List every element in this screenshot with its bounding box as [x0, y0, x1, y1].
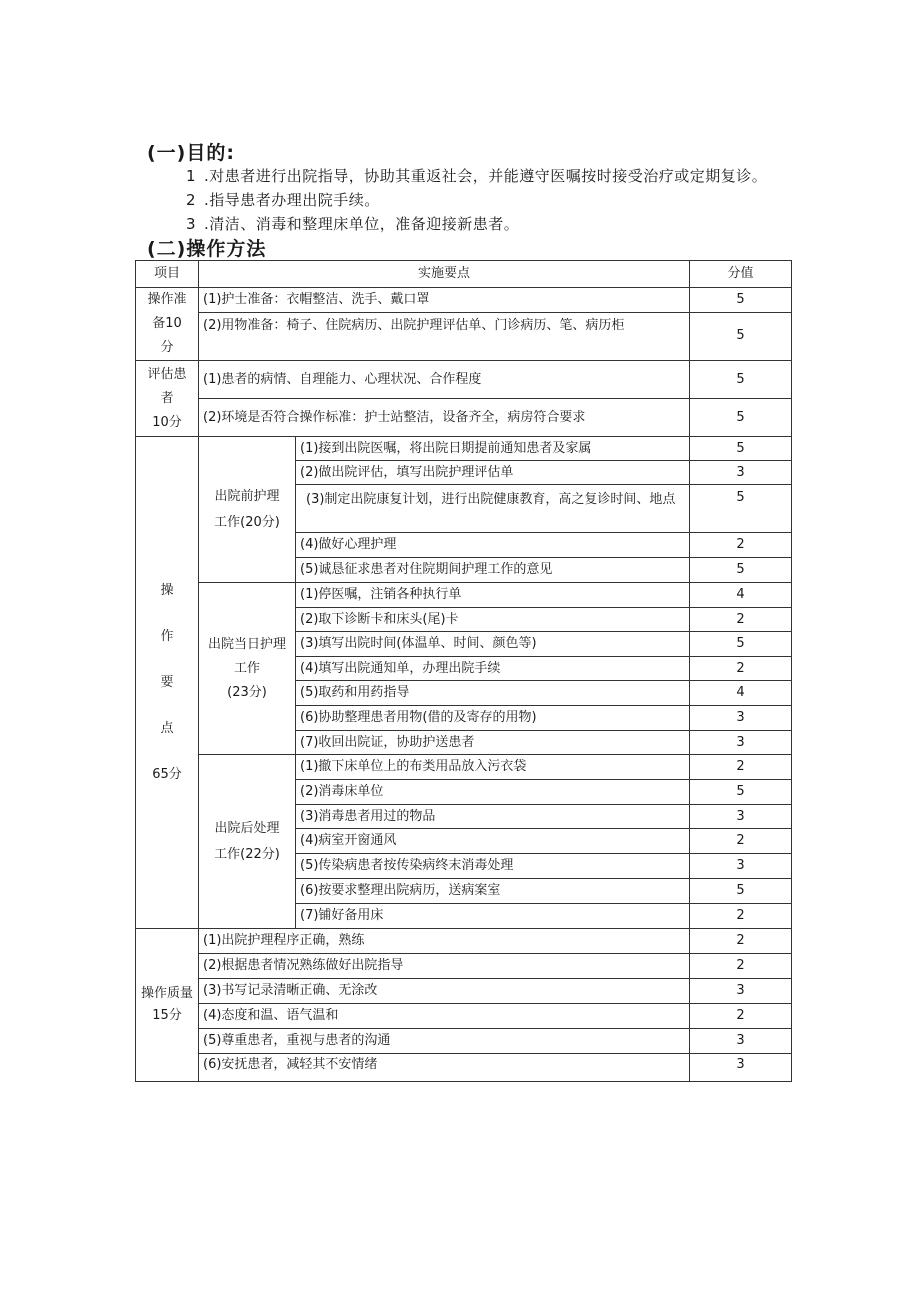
score-cell: 3 [690, 1054, 792, 1082]
score-cell: 2 [690, 904, 792, 929]
ops-point: (5)传染病患者按传染病终末消毒处理 [296, 854, 690, 879]
section1-title: (一)目的: [147, 142, 235, 164]
score-cell: 3 [690, 1029, 792, 1054]
ops-point: (3)填写出院时间(体温单、时间、颜色等) [296, 632, 690, 657]
score-cell: 3 [690, 461, 792, 485]
ops-point: (1)接到出院医嘱，将出院日期提前通知患者及家属 [296, 437, 690, 461]
table-row [136, 929, 792, 954]
header-item: 项目 [136, 261, 199, 288]
score-cell: 5 [690, 632, 792, 657]
score-cell: 4 [690, 681, 792, 706]
ops-point: (7)收回出院证，协助护送患者 [296, 731, 690, 755]
ops-point: (1)撤下床单位上的布类用品放入污衣袋 [296, 755, 690, 780]
goal-item: 1 .对患者进行出院指导，协助其重返社会，并能遵守医嘱按时接受治疗或定期复诊。 [186, 167, 768, 185]
ops-point: (6)协助整理患者用物(借的及寄存的用物) [296, 706, 690, 731]
ops-point: (4)填写出院通知单，办理出院手续 [296, 657, 690, 681]
score-cell: 5 [690, 437, 792, 461]
score-cell: 2 [690, 1004, 792, 1029]
table-row [136, 1054, 792, 1082]
goal-item: 2 .指导患者办理出院手续。 [186, 191, 380, 209]
table-row [136, 399, 792, 437]
score-cell: 5 [690, 485, 792, 533]
quality-point: (1)出院护理程序正确，熟练 [199, 929, 690, 954]
ops-group-label: 出院后处理 工作(22分) [199, 755, 296, 929]
score-cell: 3 [690, 731, 792, 755]
ops-point: (6)按要求整理出院病历，送病案室 [296, 879, 690, 904]
ops-group-label: 出院当日护理 工作 (23分) [199, 583, 296, 755]
table-row [136, 312, 792, 360]
table-row [136, 583, 792, 608]
score-cell: 5 [690, 879, 792, 904]
score-cell: 5 [690, 558, 792, 583]
quality-point: (6)安抚患者，减轻其不安情绪 [199, 1054, 690, 1082]
quality-point: (5)尊重患者，重视与患者的沟通 [199, 1029, 690, 1054]
section2-title: (二)操作方法 [147, 238, 267, 260]
header-score: 分值 [690, 261, 792, 288]
table-row [136, 1004, 792, 1029]
prep-label: 操作准 备10 分 [136, 288, 199, 361]
assess-point: (1)患者的病情、自理能力、心理状况、合作程度 [199, 361, 690, 399]
score-cell: 5 [690, 361, 792, 399]
score-cell: 5 [690, 288, 792, 313]
score-cell: 3 [690, 854, 792, 879]
ops-point: (4)做好心理护理 [296, 533, 690, 558]
header-points: 实施要点 [199, 261, 690, 288]
score-cell: 2 [690, 608, 792, 632]
ops-point: (2)做出院评估，填写出院护理评估单 [296, 461, 690, 485]
ops-point: (2)取下诊断卡和床头(尾)卡 [296, 608, 690, 632]
score-cell: 3 [690, 979, 792, 1004]
goal-item: 3 .清洁、消毒和整理床单位，准备迎接新患者。 [186, 215, 520, 233]
ops-point: (7)铺好备用床 [296, 904, 690, 929]
ops-point: (3)消毒患者用过的物品 [296, 805, 690, 829]
score-cell: 3 [690, 805, 792, 829]
quality-point: (2)根据患者情况熟练做好出院指导 [199, 954, 690, 979]
score-cell: 2 [690, 829, 792, 854]
ops-group-label: 出院前护理 工作(20分) [199, 437, 296, 583]
score-cell: 4 [690, 583, 792, 608]
ops-point: (4)病室开窗通风 [296, 829, 690, 854]
table-row [136, 1029, 792, 1054]
table-row [136, 755, 792, 780]
ops-point: (2)消毒床单位 [296, 780, 690, 805]
ops-point: (1)停医嘱，注销各种执行单 [296, 583, 690, 608]
table-row [136, 437, 792, 461]
score-cell: 5 [690, 399, 792, 437]
score-cell: 2 [690, 929, 792, 954]
quality-label: 操作质量 15分 [136, 929, 199, 1082]
table-row [136, 361, 792, 399]
table-row [136, 954, 792, 979]
table-row [136, 979, 792, 1004]
prep-point: (2)用物准备：椅子、住院病历、出院护理评估单、门诊病历、笔、病历柜 [199, 312, 690, 360]
ops-point: (5)取药和用药指导 [296, 681, 690, 706]
scoring-table [135, 260, 792, 1082]
prep-point: (1)护士准备：衣帽整洁、洗手、戴口罩 [199, 288, 690, 313]
score-cell: 2 [690, 533, 792, 558]
table-header-row [136, 261, 792, 288]
ops-point: (5)诚恳征求患者对住院期间护理工作的意见 [296, 558, 690, 583]
assess-label: 评估患 者 10分 [136, 361, 199, 437]
ops-label: 操 作 要 点 65分 [136, 437, 199, 929]
table-row [136, 288, 792, 313]
ops-point: (3)制定出院康复计划，进行出院健康教育，高之复诊时间、地点 [296, 485, 690, 533]
score-cell: 5 [690, 312, 792, 360]
score-cell: 2 [690, 657, 792, 681]
score-cell: 2 [690, 755, 792, 780]
score-cell: 5 [690, 780, 792, 805]
assess-point: (2)环境是否符合操作标准：护士站整洁，设备齐全，病房符合要求 [199, 399, 690, 437]
score-cell: 2 [690, 954, 792, 979]
score-cell: 3 [690, 706, 792, 731]
quality-point: (3)书写记录清晰正确、无涂改 [199, 979, 690, 1004]
quality-point: (4)态度和温、语气温和 [199, 1004, 690, 1029]
